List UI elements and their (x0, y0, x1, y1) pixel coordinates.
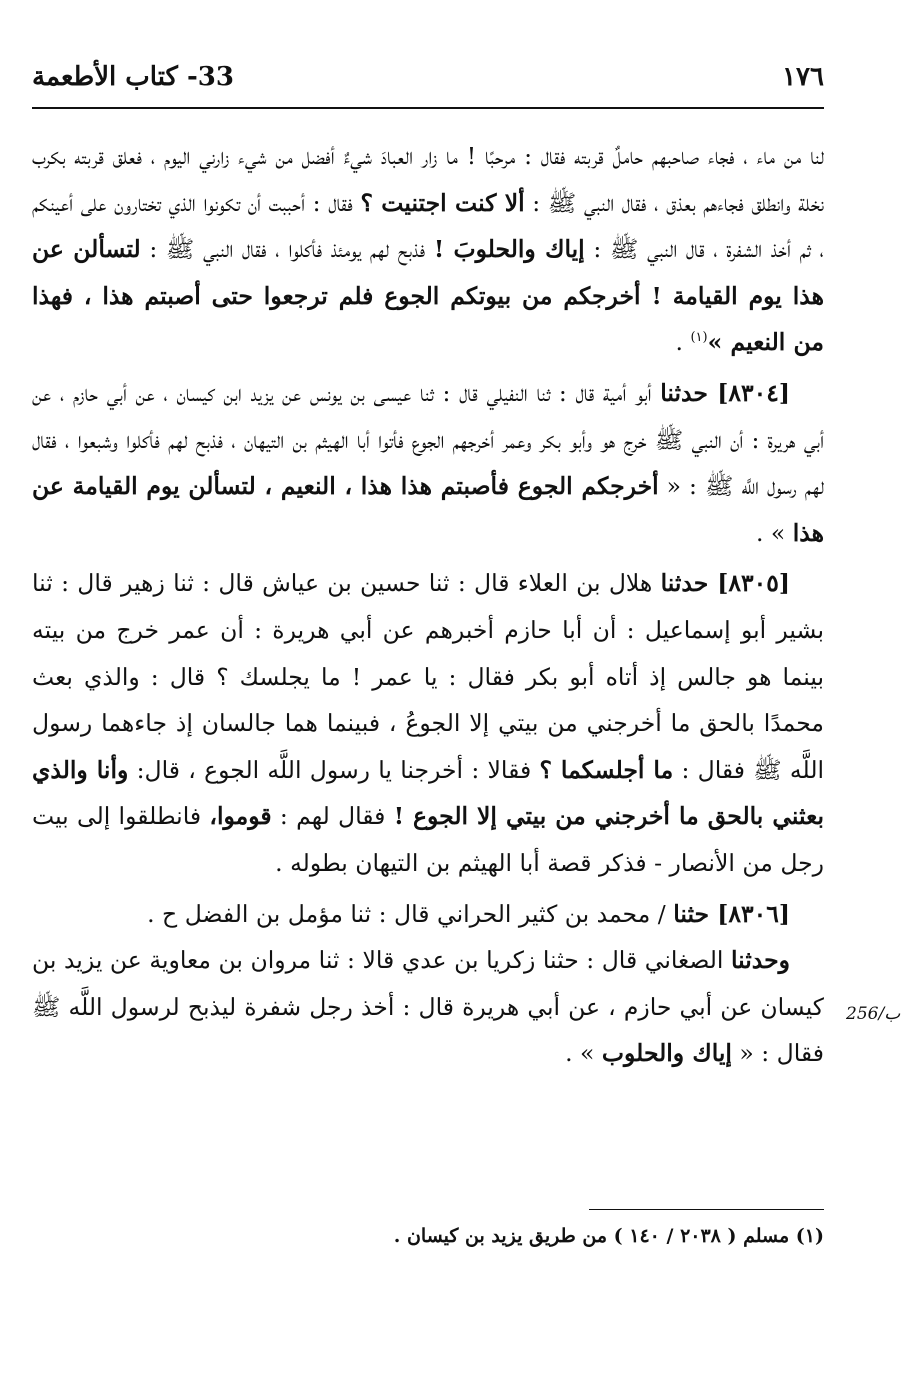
text-run: الصغاني قال : حثنا زكريا بن عدي قالا : ثنا مروان بن معاوية عن يزيد بن كيسان عن أبي حازم ، عن أبي هريرة قال : أخذ رجل شفرة ليذبح لرسول اللَّه ﷺ فقال : « (32, 946, 824, 1068)
hadith-8306 (32, 891, 824, 938)
text-run: أبو أمية قال : ثنا النفيلي قال : ثنا عيسى بن يونس عن يزيد ابن كيسان ، عن أبي حازم ، عن أبي هريرة : أن النبي ﷺ خرج هو وأبو بكر وعمر أخرجهم الجوع فأتوا أبا الهيثم بن التيهان ، فذبح لهم فأكلوا وشبعوا ، فقال لهم رسول اللَّه ﷺ : « (32, 378, 824, 501)
page-header (32, 58, 824, 106)
hadith-quote: إياك والحلوب (601, 1039, 732, 1068)
running-title: 33- كتاب الأطعمة (32, 62, 234, 92)
narration-lead: حدثنا (660, 569, 718, 598)
hadith-8304 (32, 370, 824, 556)
narration-lead: حدثنا (660, 378, 718, 407)
text-run: فقالا : أخرجنا يا رسول اللَّه الجوع ، قال: (128, 755, 540, 784)
text-run: . (675, 328, 691, 357)
hadith-quote: وأنا والذي بعثني بالحق ما أخرجني من بيتي إلا الجوع ! (32, 755, 824, 831)
footnote-rule (589, 1209, 824, 1210)
text-run: فانطلقوا إلى بيت رجل من الأنصار - فذكر قصة أبا الهيثم بن التيهان بطوله . (32, 802, 824, 877)
text-run: فذبح لهم يومئذ فأكلوا ، فقال النبي ﷺ : (140, 235, 434, 264)
hadith-8306-second-chain (32, 937, 824, 1077)
footnote: (١) مسلم ( ٢٠٣٨ / ١٤٠ ) من طريق يزيد بن كيسان . (393, 1225, 824, 1247)
text-run: » . (755, 518, 793, 547)
hadith-quote: ما أجلسكما ؟ (539, 755, 674, 784)
footnote-reference[interactable]: (١) (690, 330, 708, 346)
text-run: لنا من ماء ، فجاء صاحبهم حاملٌ قربته فقال : مرحبًا ! ما زار العبادَ شيءٌ أفضل من شيء زارني اليوم ، فعلق قربته بكرب نخلة وانطلق فجاءهم بعذق ، فقال النبي ﷺ : (32, 142, 825, 217)
text-run: فقال لهم : (271, 802, 394, 831)
hadith-number: [٨٣٠٥] (717, 569, 790, 598)
narration-lead: حثنا (673, 899, 718, 928)
header-rule (32, 107, 824, 109)
page-number: ١٧٦ (782, 62, 824, 92)
hadith-number: [٨٣٠٤] (717, 378, 790, 407)
hadith-number: [٨٣٠٦] (717, 899, 790, 928)
hadith-8305 (32, 560, 824, 886)
text-run: / محمد بن كثير الحراني قال : ثنا مؤمل بن الفضل ح . (147, 899, 674, 928)
hadith-quote: ألا كنت اجتنيت ؟ (360, 188, 525, 217)
hadith-quote: أخرجكم الجوع فأصبتم هذا هذا ، النعيم ، لتسألن يوم القيامة عن هذا (32, 472, 824, 547)
narration-lead: وحدثنا (730, 946, 790, 975)
text-run: » . (565, 1039, 602, 1068)
text-run: هلال بن العلاء قال : ثنا حسين بن عياش قال : ثنا زهير قال : ثنا بشير أبو إسماعيل : أن أبا حازم أخبرهم عن أبي هريرة : أن عمر خرج من بيته بينما هو جالس إذ أتاه أبو بكر فقال : يا عمر ! ما يجلسك ؟ قال : والذي بعث محمدًا بالحق ما أخرجني من بيتي إلا الجوعُ ، فبينما هما جالسان إذ جاءهما رسول اللَّه ﷺ فقال : (32, 569, 825, 784)
hadith-quote: قوموا، (209, 802, 272, 831)
hadith-quote: إياك والحلوبَ ! (433, 235, 585, 264)
body-text (32, 133, 824, 1077)
text-run: فقال : أحببت أن تكونوا الذي تختارون على أعينكم ، ثم أخذ الشفرة ، قال النبي ﷺ : (32, 188, 824, 264)
hadith-quote: لتسألن عن هذا يوم القيامة ! أخرجكم من بيوتكم الجوع فلم ترجعوا حتى أصبتم هذا ، فهذا من النعيم » (32, 235, 824, 357)
paragraph-continuation (32, 133, 824, 366)
manuscript-folio-note: 256/ب (846, 1004, 901, 1024)
